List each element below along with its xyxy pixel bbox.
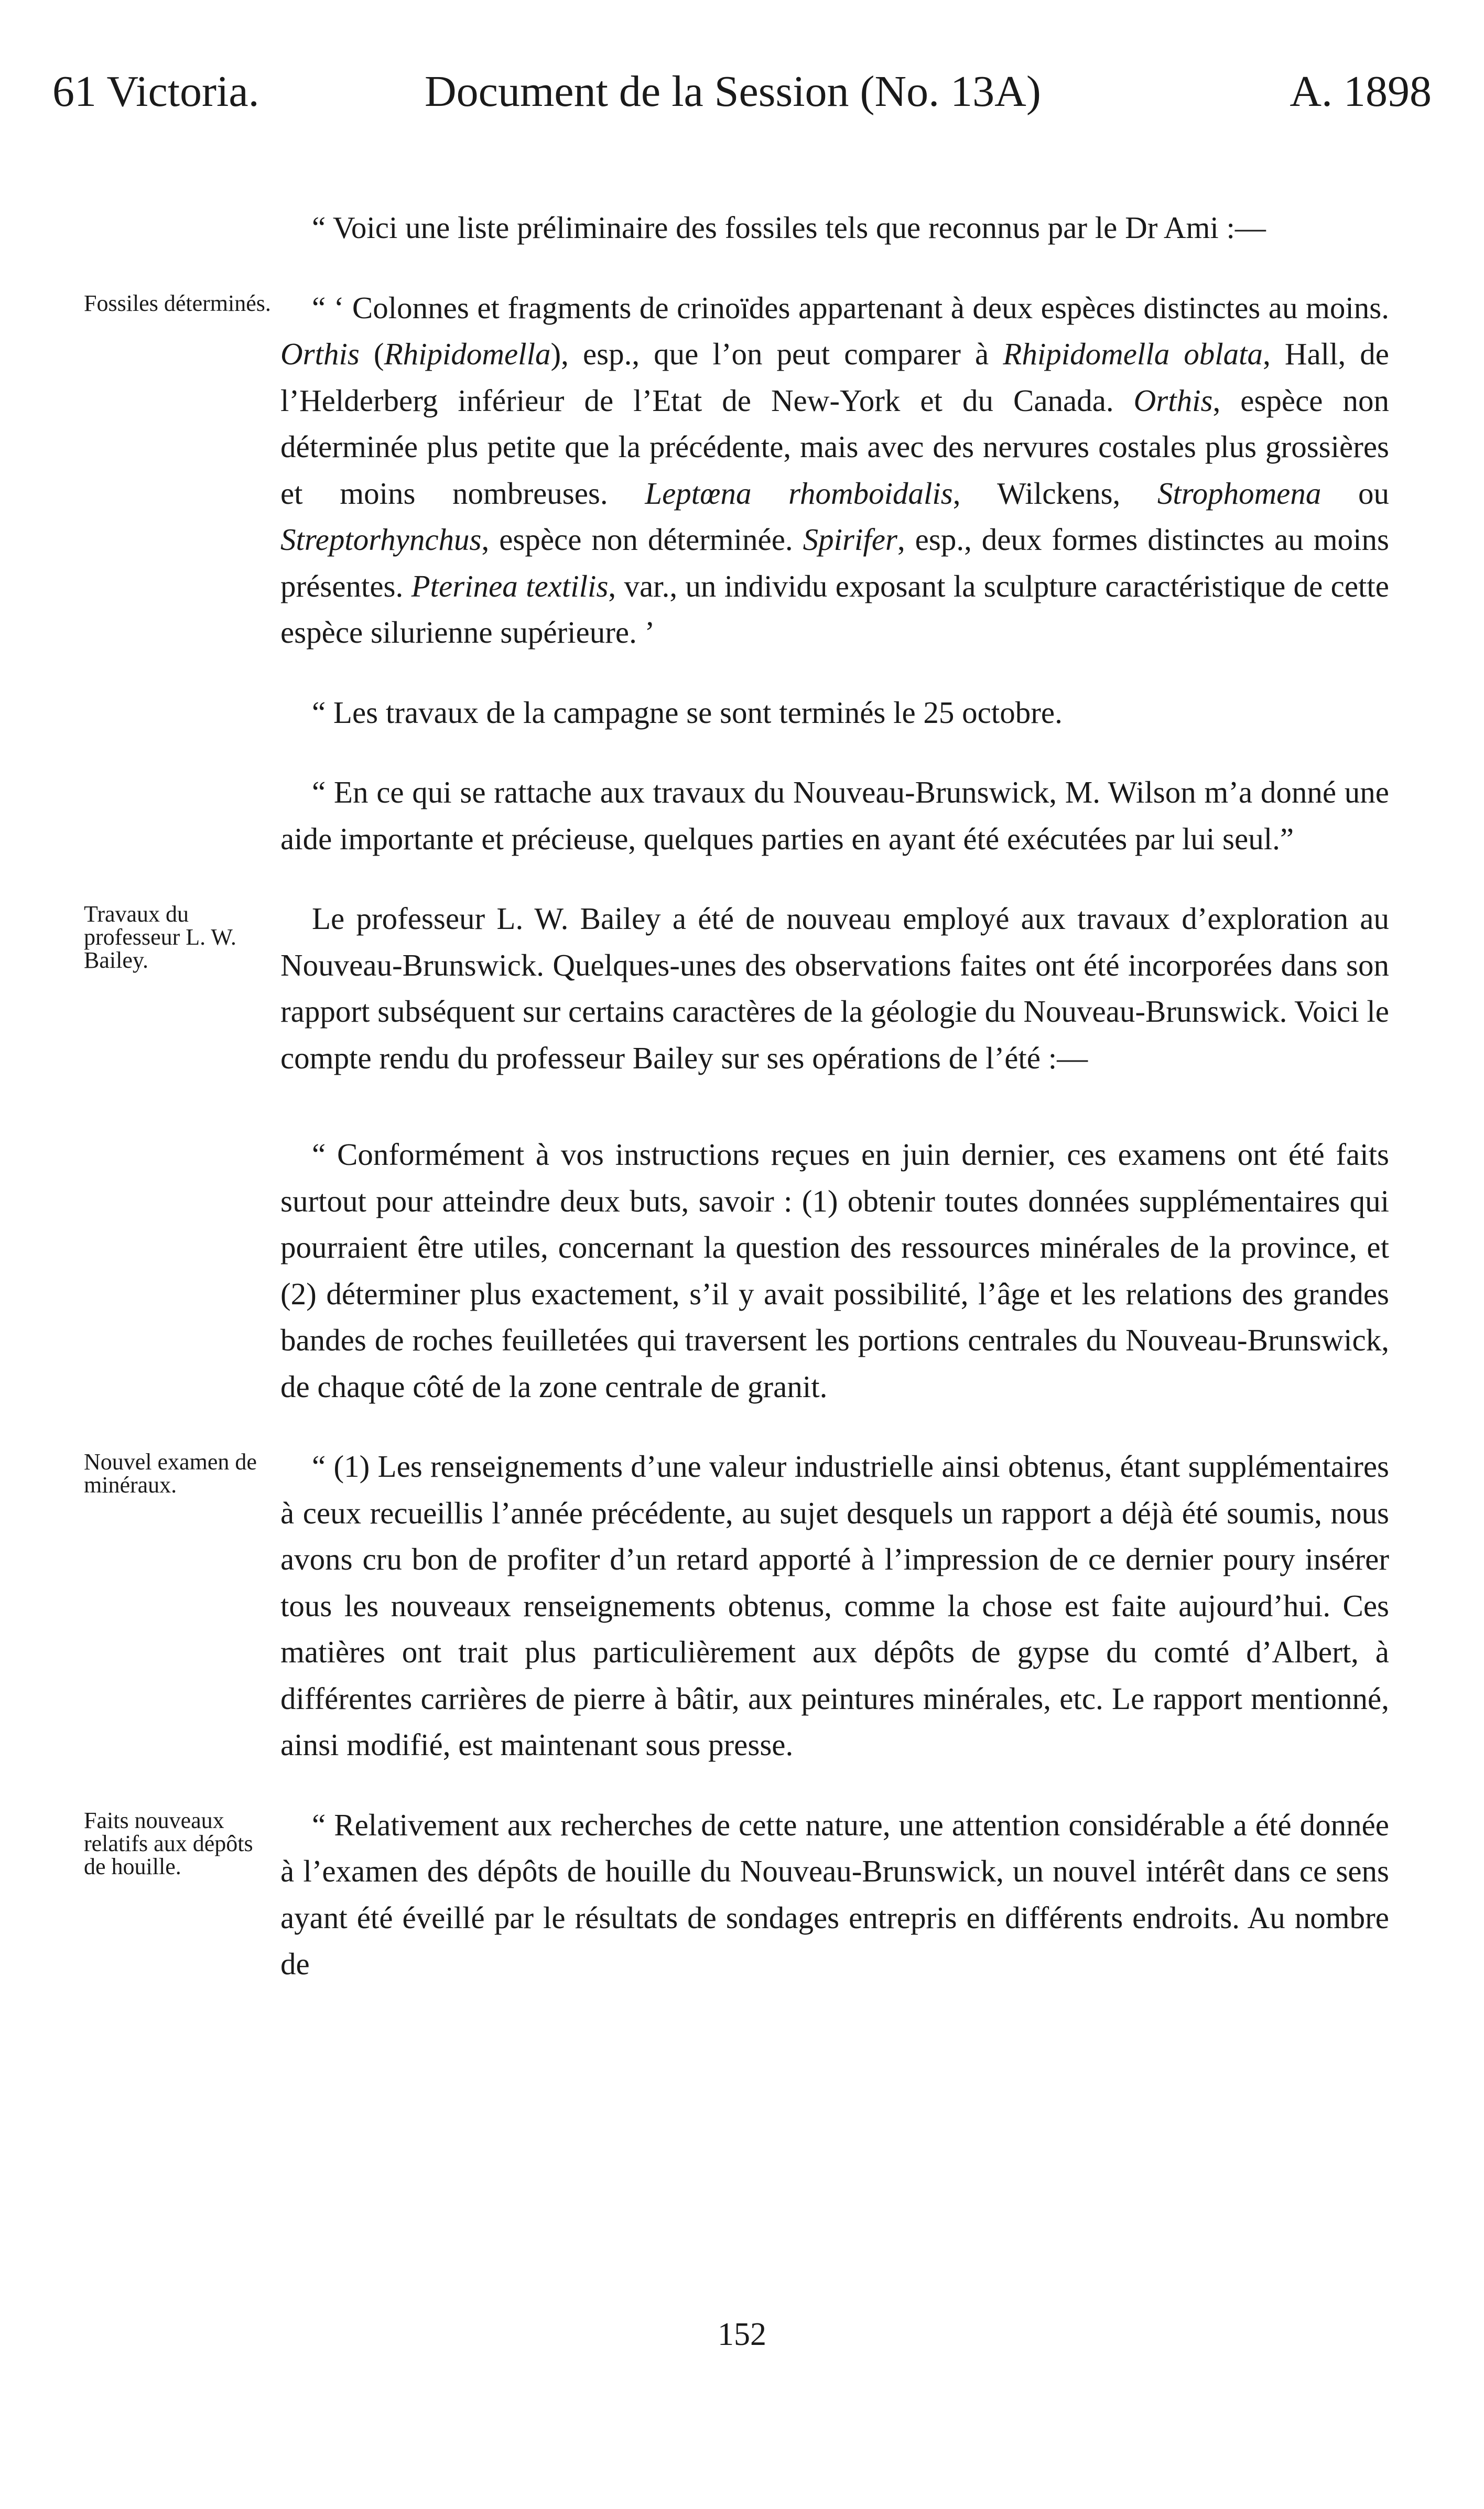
text-run: , Wilckens, xyxy=(952,475,1157,511)
italic-taxon: Orthis xyxy=(280,337,360,371)
text-run: ou xyxy=(1321,475,1389,511)
text-run: “ Relativement aux recherches de cette nature, une attention considérable a été donnée à l’examen des dépôts de houille du Nouveau-Brunswick, un nouvel intérêt dans ce sens ayant été éveillé par le résultats de sondages entrepris en différents endroits. Au nombre de xyxy=(280,1807,1389,1981)
paragraph xyxy=(280,1443,1389,1768)
text-run: ), esp., que l’on peut comparer à xyxy=(550,337,1003,371)
paragraph xyxy=(280,895,1389,1081)
text-run: , esp., deux formes distinctes au moins présentes. xyxy=(280,522,1389,603)
header-year: A. 1898 xyxy=(1290,67,1432,116)
text-run: “ En ce qui se rattache aux travaux du Nouveau-Brunswick, M. Wilson m’a donné une aide importante et précieuse, quelques parties en ayant été exécutées par lui seul.” xyxy=(280,775,1389,856)
text-run: , espèce non déterminée plus petite que la précédente, mais avec des nervures costales plus grossières et moins nombreuses. xyxy=(280,383,1389,511)
paragraph xyxy=(280,204,1389,251)
italic-taxon: Leptœna rhomboidalis xyxy=(645,475,953,511)
text-run: , var., un individu exposant la sculpture caractéristique de cette espèce silurienne supérieure. ’ xyxy=(280,568,1389,650)
paragraph xyxy=(280,1131,1389,1410)
header-document-title: Document de la Session (No. 13A) xyxy=(425,67,1041,116)
text-run: , espèce non déterminée. xyxy=(481,522,803,557)
italic-taxon: Rhipidomella xyxy=(384,337,551,371)
margin-note-faits-houille: Faits nouveaux relatifs aux dépôts de houille. xyxy=(84,1808,253,1879)
text-run: ( xyxy=(359,337,384,371)
text-run: , Hall, de l’Helderberg inférieur de l’Etat de New-York et du Canada. xyxy=(280,337,1389,418)
italic-taxon: Strophomena xyxy=(1157,475,1321,511)
text-run: “ (1) Les renseignements d’une valeur industrielle ainsi obtenus, étant supplémentaires à ceux recueillis l’année précédente, au sujet desquels un rapport a déjà été soumis, nous avons cru bon de profiter d’un retard apporté à l’impression de ce dernier poury insérer tous les nouveaux renseignements obtenus, comme la chose est faite aujourd’hui. Ces matières ont trait plus particulièrement aux dépôts de gypse du comté d’Albert, à différentes carrières de pierre à bâtir, aux peintures minérales, etc. Le rapport mentionné, ainsi modifié, est maintenant sous presse. xyxy=(280,1449,1389,1762)
text-run: “ Conformément à vos instructions reçues en juin dernier, ces examens ont été faits surtout pour atteindre deux buts, savoir : (1) obtenir toutes données supplémentaires qui pourraient être utiles, concernant la question des ressources minérales de la province, et (2) déterminer plus exactement, s’il y avait possibilité, l’âge et les relations des grandes bandes de roches feuilletées qui traversent les portions centrales du Nouveau-Brunswick, de chaque côté de la zone centrale de granit. xyxy=(280,1137,1389,1404)
text-run: “ Voici une liste préliminaire des fossiles tels que reconnus par le Dr Ami :— xyxy=(312,210,1266,245)
text-run: Le professeur L. W. Bailey a été de nouveau employé aux travaux d’exploration au Nouveau-Brunswick. Quelques-unes des observations faites ont été incorporées dans son rapport subséquent sur certains caractères de la géologie du Nouveau-Brunswick. Voici le compte rendu du professeur Bailey sur ses opérations de l’été :— xyxy=(280,901,1389,1075)
paragraph xyxy=(280,285,1389,656)
text-run: “ Les travaux de la campagne se sont terminés le 25 octobre. xyxy=(312,695,1063,730)
italic-taxon: Streptorhynchus xyxy=(280,522,482,557)
body-text xyxy=(280,204,1389,2021)
margin-note-fossiles: Fossiles déterminés. xyxy=(84,290,271,316)
page-number: 152 xyxy=(718,2317,766,2352)
paragraph xyxy=(280,1802,1389,1987)
margin-note-nouvel-examen: Nouvel examen de minéraux. xyxy=(84,1449,257,1498)
italic-taxon: Rhipidomella oblata xyxy=(1003,337,1263,371)
margin-note-travaux-bailey: Travaux du professeur L. W. Bailey. xyxy=(84,901,236,973)
paragraph xyxy=(280,769,1389,862)
italic-taxon: Orthis xyxy=(1133,383,1213,418)
header-regnal-year: 61 Victoria. xyxy=(52,67,259,116)
running-header xyxy=(52,63,1432,121)
paragraph xyxy=(280,689,1389,736)
italic-taxon: Pterinea textilis xyxy=(411,568,609,603)
italic-taxon: Spirifer xyxy=(803,522,897,557)
text-run: “ ‘ Colonnes et fragments de crinoïdes appartenant à deux espèces distinctes au moins. xyxy=(312,290,1389,325)
